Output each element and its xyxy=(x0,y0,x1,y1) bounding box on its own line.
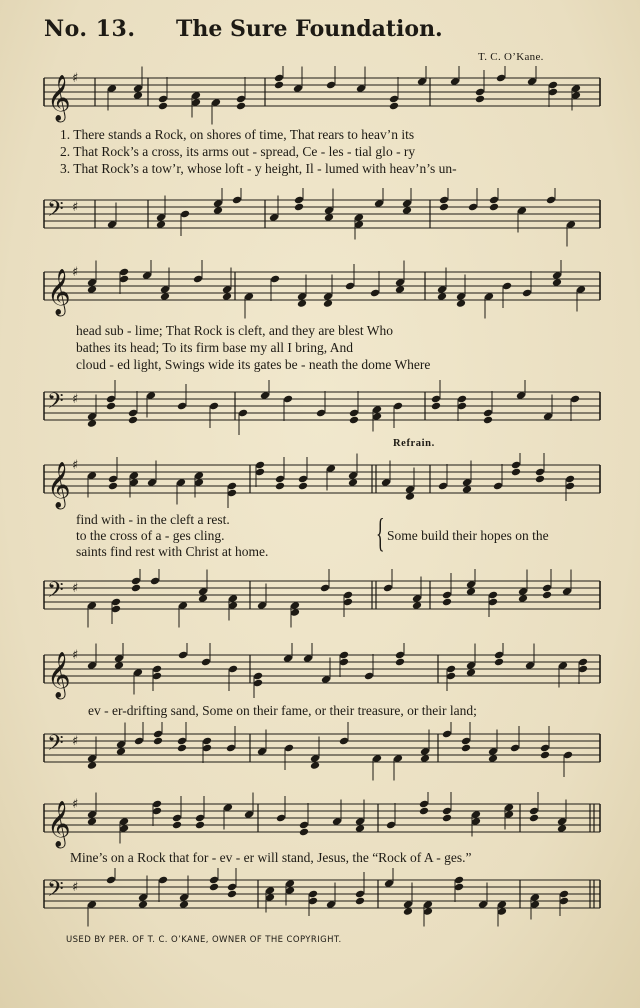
bass-clef-icon: 𝄢 xyxy=(47,731,64,761)
note-head xyxy=(395,658,405,667)
note-head xyxy=(389,102,399,111)
note-head xyxy=(227,890,237,899)
verse-2-line-2: bathes its head; To its firm base my all I bring, And xyxy=(76,340,354,355)
note-head xyxy=(275,482,285,491)
treble-clef-icon: 𝄞 xyxy=(47,652,71,698)
bass-clef-icon: 𝄢 xyxy=(47,197,64,227)
note-head xyxy=(209,883,219,892)
note-head xyxy=(236,102,246,111)
refrain-line-2: ev - er-drifting sand, Some on their fame, or their treasure, or their land; xyxy=(88,703,477,718)
treble-clef-icon: 𝄞 xyxy=(47,75,71,121)
note-head xyxy=(106,402,116,411)
refrain-label: Refrain. xyxy=(393,438,435,449)
system-2-bass-staff xyxy=(0,380,640,440)
note-head xyxy=(439,203,449,212)
key-signature-sharp-icon: ♯ xyxy=(72,265,79,280)
verse-brace: { xyxy=(376,510,385,555)
key-signature-sharp-icon: ♯ xyxy=(72,797,79,812)
note-head xyxy=(442,598,452,607)
note-head xyxy=(177,744,187,753)
key-signature-sharp-icon: ♯ xyxy=(72,71,79,86)
key-signature-sharp-icon: ♯ xyxy=(72,648,79,663)
note-head xyxy=(131,584,141,593)
system-5-bass-staff xyxy=(0,868,640,928)
note-head xyxy=(511,468,521,477)
copyright-notice: USED BY PER. OF T. C. O’KANE, OWNER OF THE COPYRIGHT. xyxy=(66,935,342,945)
note-head xyxy=(461,744,471,753)
composer-credit: T. C. O’Kane. xyxy=(478,51,544,63)
note-head xyxy=(355,897,365,906)
note-head xyxy=(274,81,284,90)
verse-2-line-3: to the cross of a - ges cling. xyxy=(76,528,225,543)
treble-clef-icon: 𝄞 xyxy=(47,462,71,508)
key-signature-sharp-icon: ♯ xyxy=(72,200,79,215)
note-head xyxy=(529,814,539,823)
key-signature-sharp-icon: ♯ xyxy=(72,734,79,749)
system-4-treble-staff xyxy=(0,643,640,703)
treble-clef-icon: 𝄞 xyxy=(47,801,71,847)
note-head xyxy=(535,475,545,484)
verse-1-line-1: 1. There stands a Rock, on shores of time, That rears to heav’n its xyxy=(60,127,415,142)
verse-3-line-1: 3. That Rock’s a tow’r, whose loft - y height, Il - lumed with heav’n’s un- xyxy=(60,161,457,176)
key-signature-sharp-icon: ♯ xyxy=(72,581,79,596)
note-head xyxy=(489,203,499,212)
note-head xyxy=(298,482,308,491)
bass-clef-icon: 𝄢 xyxy=(47,877,64,907)
refrain-line-1: Some build their hopes on the xyxy=(387,528,549,543)
hymn-number: No. 13. xyxy=(44,16,136,42)
note-head xyxy=(172,821,182,830)
note-head xyxy=(299,828,309,837)
note-head xyxy=(108,482,118,491)
note-head xyxy=(494,658,504,667)
system-1-treble-staff xyxy=(0,66,640,126)
note-head xyxy=(349,416,359,425)
key-signature-sharp-icon: ♯ xyxy=(72,458,79,473)
note-head xyxy=(475,95,485,104)
key-signature-sharp-icon: ♯ xyxy=(72,880,79,895)
note-head xyxy=(419,807,429,816)
bass-clef-icon: 𝄢 xyxy=(47,389,64,419)
verse-1-line-3: find with - in the cleft a rest. xyxy=(76,512,230,527)
note-head xyxy=(294,203,304,212)
note-head xyxy=(153,737,163,746)
note-head xyxy=(431,402,441,411)
treble-clef-icon: 𝄞 xyxy=(47,269,71,315)
note-head xyxy=(195,821,205,830)
verse-1-line-2: head sub - lime; That Rock is cleft, and they are blest Who xyxy=(76,323,394,338)
verse-3-line-3: saints find rest with Christ at home. xyxy=(76,544,269,559)
note-head xyxy=(128,416,138,425)
note-head xyxy=(542,591,552,600)
system-5-treble-staff xyxy=(0,792,640,852)
verse-2-line-1: 2. That Rock’s a cross, its arms out - spread, Ce - les - tial glo - ry xyxy=(60,144,416,159)
hymn-title: The Sure Foundation. xyxy=(176,16,443,42)
key-signature-sharp-icon: ♯ xyxy=(72,392,79,407)
bass-clef-icon: 𝄢 xyxy=(47,578,64,608)
system-3-treble-staff xyxy=(0,453,640,513)
note-head xyxy=(483,416,493,425)
verse-3-line-2: cloud - ed light, Swings wide its gates be - neath the dome Where xyxy=(76,357,431,372)
note-head xyxy=(158,102,168,111)
refrain-line-3: Mine’s on a Rock that for - ev - er will stand, Jesus, the “Rock of A - ges.” xyxy=(70,850,472,865)
note-head xyxy=(442,814,452,823)
system-2-treble-staff xyxy=(0,260,640,320)
system-3-bass-staff xyxy=(0,569,640,629)
system-4-bass-staff xyxy=(0,722,640,782)
system-1-bass-staff xyxy=(0,188,640,248)
note-head xyxy=(540,751,550,760)
